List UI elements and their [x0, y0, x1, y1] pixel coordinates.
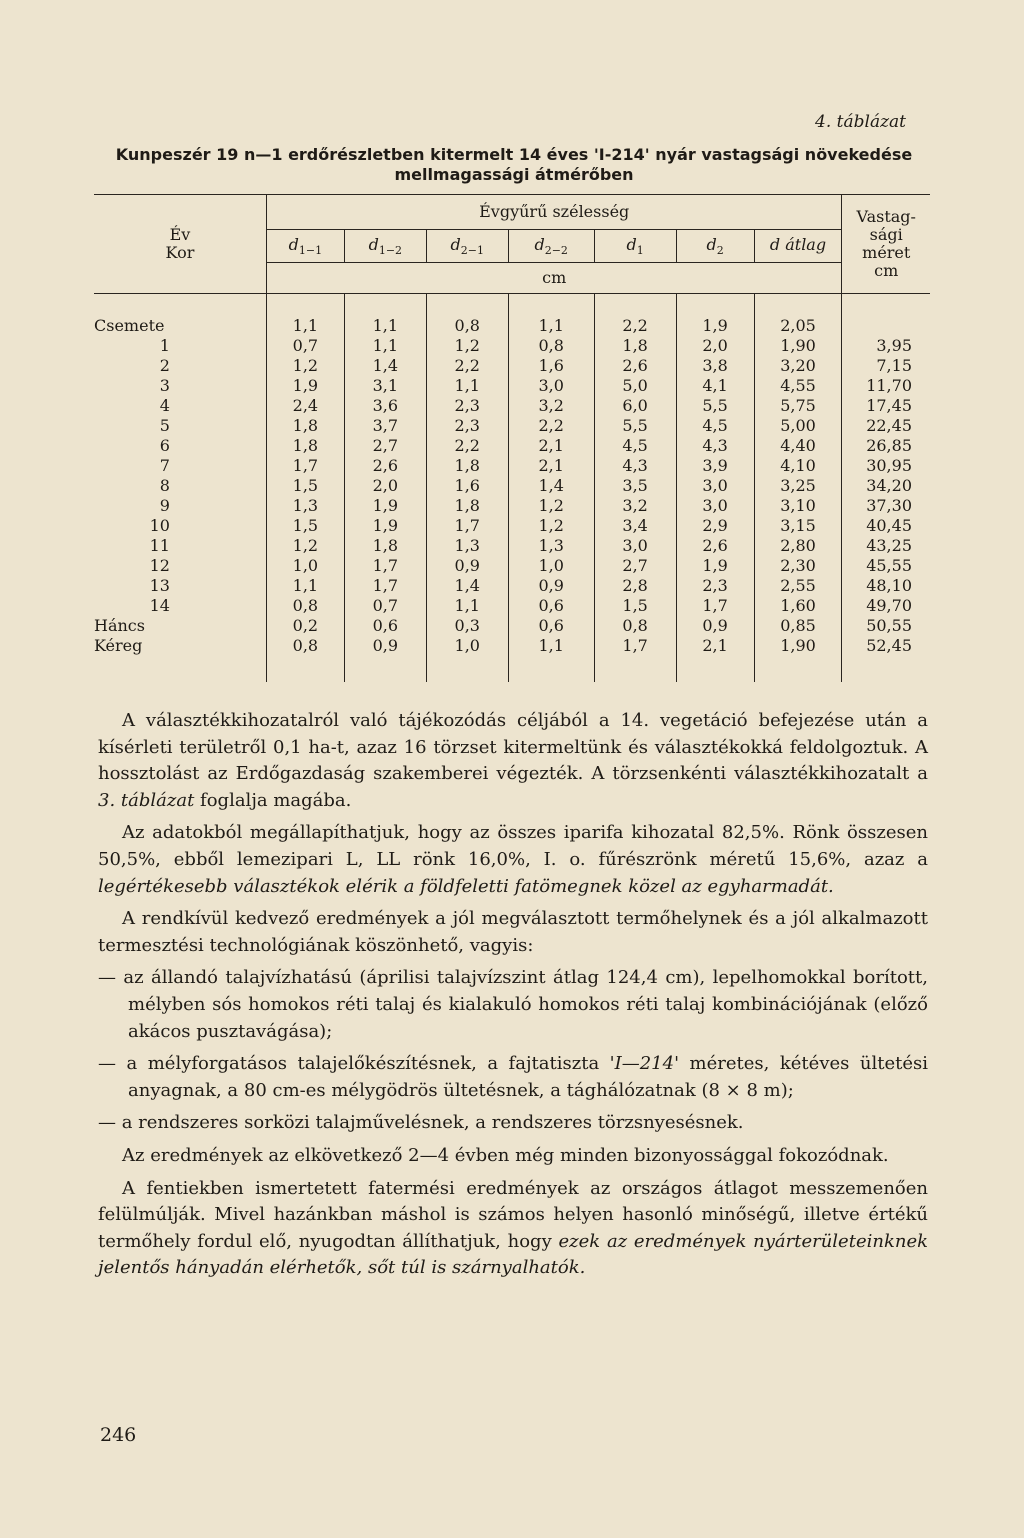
table-number: 4. táblázat: [815, 112, 906, 132]
table-cell: 1,5: [266, 516, 344, 536]
table-cell: 2,9: [676, 516, 754, 536]
table-cell: 1,8: [266, 416, 344, 436]
thickness-header-line4: cm: [874, 261, 899, 280]
table-cell: 4,40: [754, 436, 842, 456]
table-title-line1: Kunpeszér 19 n—1 erdőrészletben kitermelt 14 éves 'I-214' nyár vastagsági növekedése: [115, 145, 913, 164]
table-cell: 2,2: [426, 436, 508, 456]
table-cell: 2,7: [594, 556, 676, 576]
thickness-cell: [842, 294, 930, 336]
table-cell: 5,00: [754, 416, 842, 436]
table-row: [94, 294, 930, 336]
table-cell: 1,8: [594, 336, 676, 356]
table-cell: 3,10: [754, 496, 842, 516]
body-text: [98, 708, 928, 1288]
column-header: [754, 230, 842, 263]
table-cell: 1,9: [266, 376, 344, 396]
table-cell: 1,8: [426, 456, 508, 476]
table-cell: 6,0: [594, 396, 676, 416]
table-cell: 0,8: [594, 616, 676, 636]
column-header: [344, 230, 426, 263]
table-cell: 3,15: [754, 516, 842, 536]
list-item: [98, 965, 928, 1045]
table-cell: 3,4: [594, 516, 676, 536]
text-run: A választékkihozatalról való tájékozódás céljából a 14. vegetáció befejezése után a kísérleti területről 0,1 ha-t, azaz 16 törzset kitermeltünk és választékokká feldolgoztuk. A hossztolást az Erdőgazdaság szakemberei végezték. A törzsenkénti választékkihozatalt a: [98, 710, 928, 785]
row-year: 9: [159, 496, 170, 515]
table-cell: 1,9: [344, 516, 426, 536]
table-cell: 0,8: [266, 596, 344, 616]
table-cell: 3,0: [594, 536, 676, 556]
row-year: 2: [159, 356, 170, 375]
table-cell: 2,4: [266, 396, 344, 416]
table-row: [94, 556, 930, 576]
table-cell: 3,5: [594, 476, 676, 496]
row-year: 10: [149, 516, 170, 535]
table-cell: 1,2: [266, 356, 344, 376]
table-cell: 2,2: [594, 294, 676, 336]
column-header-base: d: [368, 235, 379, 254]
table-title: [96, 145, 932, 185]
table-cell: 0,9: [344, 636, 426, 682]
table-cell: 1,5: [266, 476, 344, 496]
table-cell: 1,4: [508, 476, 594, 496]
paragraph: [98, 708, 928, 814]
row-year: 7: [159, 456, 170, 475]
table-body: [94, 294, 930, 682]
thickness-cell: 26,85: [842, 436, 930, 456]
table-cell: 1,90: [754, 336, 842, 356]
table-cell: 3,0: [508, 376, 594, 396]
column-header: [266, 230, 344, 263]
italic-text: 3. táblázat: [98, 789, 195, 811]
table-row: [94, 436, 930, 456]
table-cell: 0,7: [344, 596, 426, 616]
text-run: — a mélyforgatásos talajelőkészítésnek, a fajtatiszta: [98, 1053, 610, 1075]
table-cell: 0,6: [508, 596, 594, 616]
row-year: 8: [159, 476, 170, 495]
table-cell: 1,6: [508, 356, 594, 376]
table-cell: 0,8: [266, 636, 344, 682]
table-cell: 1,7: [266, 456, 344, 476]
table-cell: 5,75: [754, 396, 842, 416]
table-cell: 3,6: [344, 396, 426, 416]
table-cell: 1,7: [676, 596, 754, 616]
table-cell: 2,8: [594, 576, 676, 596]
column-header-base: d: [706, 235, 717, 254]
list-item: [98, 1110, 928, 1137]
table-cell: 1,8: [344, 536, 426, 556]
table-cell: 2,2: [508, 416, 594, 436]
table-row: [94, 376, 930, 396]
table-cell: 1,6: [426, 476, 508, 496]
thickness-cell: 30,95: [842, 456, 930, 476]
column-header: [426, 230, 508, 263]
table-cell: 0,7: [266, 336, 344, 356]
text-run: A rendkívül kedvező eredmények a jól megválasztott termőhelynek és a jól alkalmazott termesztési technológiának köszönhető, vagyis:: [98, 908, 928, 956]
table-cell: 1,2: [426, 336, 508, 356]
table-cell: 1,9: [344, 496, 426, 516]
table-row: [94, 636, 930, 682]
table-cell: 1,3: [508, 536, 594, 556]
row-year: 5: [159, 416, 170, 435]
table-cell: 2,3: [426, 396, 508, 416]
table-cell: 3,9: [676, 456, 754, 476]
table-cell: 1,8: [426, 496, 508, 516]
column-header-base: d: [288, 235, 299, 254]
column-header-sub: 2: [716, 244, 724, 257]
table-cell: 1,8: [266, 436, 344, 456]
growth-table: [94, 194, 930, 682]
table-cell: 0,9: [676, 616, 754, 636]
row-year: 14: [149, 596, 170, 615]
table-cell: 0,6: [508, 616, 594, 636]
thickness-cell: 50,55: [842, 616, 930, 636]
row-year: Kéreg: [94, 636, 143, 655]
thickness-header-line2: sági: [869, 225, 903, 244]
thickness-header-line3: méret: [862, 243, 911, 262]
year-column-header: [94, 195, 266, 294]
text-run: A fentiekben ismertetett fatermési eredmények az országos átlagot messzemenően felülmúlják. Mivel hazánkban máshol is számos helyen hasonló minőségű, illetve értékű termőhely fordul elő, nyugodtan állíthatjuk, hogy: [98, 1177, 928, 1252]
text-run: — a rendszeres sorközi talajművelésnek, a rendszeres törzsnyesésnek.: [98, 1112, 744, 1134]
paragraph: [98, 820, 928, 900]
text-run: Az eredmények az elkövetkező 2—4 évben még minden bizonyossággal fokozódnak.: [122, 1144, 889, 1166]
table-row: [94, 336, 930, 356]
table-cell: 3,20: [754, 356, 842, 376]
table-cell: 2,6: [676, 536, 754, 556]
text-run: méretes, kétéves ültetési anyagnak, a 80 cm-es mélygödrös ültetésnek, a tághálózatnak (8 × 8 m);: [128, 1053, 928, 1101]
table-cell: 3,1: [344, 376, 426, 396]
table-cell: 2,7: [344, 436, 426, 456]
year-header-line2: Kor: [165, 243, 195, 262]
unit-header: cm: [266, 263, 842, 294]
table-cell: 2,1: [508, 436, 594, 456]
table-cell: 3,25: [754, 476, 842, 496]
table-cell: 2,0: [344, 476, 426, 496]
thickness-cell: 45,55: [842, 556, 930, 576]
table-cell: 2,6: [344, 456, 426, 476]
table-cell: 2,6: [594, 356, 676, 376]
table-cell: 4,1: [676, 376, 754, 396]
table-cell: 3,0: [676, 496, 754, 516]
table-cell: 2,1: [676, 636, 754, 682]
thickness-cell: 52,45: [842, 636, 930, 682]
table-cell: 1,3: [266, 496, 344, 516]
table-row: [94, 616, 930, 636]
row-year: 12: [149, 556, 170, 575]
ring-width-group-header: Évgyűrű szélesség: [266, 195, 842, 230]
table-cell: 1,4: [426, 576, 508, 596]
thickness-cell: 7,15: [842, 356, 930, 376]
table-title-line2: mellmagassági átmérőben: [394, 165, 634, 184]
table-cell: 1,7: [344, 576, 426, 596]
table-cell: 1,0: [426, 636, 508, 682]
table-row: [94, 596, 930, 616]
thickness-cell: 34,20: [842, 476, 930, 496]
table-cell: 5,0: [594, 376, 676, 396]
table-cell: 2,55: [754, 576, 842, 596]
table-cell: 1,5: [594, 596, 676, 616]
column-header-sub: 2−1: [460, 244, 484, 257]
table-cell: 1,2: [266, 536, 344, 556]
table-cell: 4,10: [754, 456, 842, 476]
table-cell: 1,1: [508, 294, 594, 336]
table-cell: 1,7: [426, 516, 508, 536]
table-cell: 4,55: [754, 376, 842, 396]
table-cell: 2,05: [754, 294, 842, 336]
thickness-cell: 11,70: [842, 376, 930, 396]
thickness-cell: 43,25: [842, 536, 930, 556]
table-cell: 1,0: [508, 556, 594, 576]
thickness-cell: 22,45: [842, 416, 930, 436]
table-cell: 2,1: [508, 456, 594, 476]
column-header: [594, 230, 676, 263]
table-cell: 1,0: [266, 556, 344, 576]
row-year: 13: [149, 576, 170, 595]
table-cell: 1,1: [426, 376, 508, 396]
thickness-cell: 37,30: [842, 496, 930, 516]
table-cell: 1,2: [508, 516, 594, 536]
table-cell: 0,85: [754, 616, 842, 636]
table-cell: 0,9: [508, 576, 594, 596]
row-year: 3: [159, 376, 170, 395]
paragraph: [98, 1143, 928, 1170]
column-header-base: d: [626, 235, 637, 254]
table-cell: 1,1: [266, 294, 344, 336]
table-cell: 3,8: [676, 356, 754, 376]
column-header-sub: 1: [636, 244, 644, 257]
table-cell: 1,3: [426, 536, 508, 556]
table-cell: 2,30: [754, 556, 842, 576]
column-header: [676, 230, 754, 263]
italic-text: ezek az eredmények nyárterületeinknek jelentős hányadán elérhetők, sőt túl is szárnyalhatók.: [98, 1230, 929, 1279]
table-cell: 0,9: [426, 556, 508, 576]
table-cell: 3,2: [594, 496, 676, 516]
table-row: [94, 456, 930, 476]
column-header-sub: 1−1: [298, 244, 323, 257]
table-cell: 0,8: [508, 336, 594, 356]
table-cell: 0,2: [266, 616, 344, 636]
table-row: [94, 536, 930, 556]
table-cell: 3,2: [508, 396, 594, 416]
row-year: 1: [159, 336, 170, 355]
thickness-cell: 3,95: [842, 336, 930, 356]
thickness-column-header: [842, 195, 930, 294]
table-cell: 2,80: [754, 536, 842, 556]
row-year: 6: [159, 436, 170, 455]
text-run: foglalja magába.: [194, 789, 352, 811]
table-cell: 5,5: [676, 396, 754, 416]
table-cell: 2,2: [426, 356, 508, 376]
table-cell: 5,5: [594, 416, 676, 436]
table-row: [94, 356, 930, 376]
italic-text: 'I—214': [609, 1053, 680, 1075]
table-cell: 4,3: [594, 456, 676, 476]
column-header-sub: 1−2: [378, 244, 403, 257]
row-year: 11: [149, 536, 170, 555]
table-cell: 1,1: [508, 636, 594, 682]
row-year: 4: [159, 396, 170, 415]
table-row: [94, 476, 930, 496]
table-cell: 2,3: [676, 576, 754, 596]
table-row: [94, 496, 930, 516]
thickness-cell: 48,10: [842, 576, 930, 596]
table-cell: 1,60: [754, 596, 842, 616]
column-header-base: d: [534, 235, 545, 254]
table-row: [94, 416, 930, 436]
table-cell: 1,7: [594, 636, 676, 682]
page-number: 246: [100, 1424, 137, 1446]
table-cell: 2,3: [426, 416, 508, 436]
table-cell: 1,4: [344, 356, 426, 376]
table-cell: 4,3: [676, 436, 754, 456]
table-cell: 4,5: [594, 436, 676, 456]
text-run: Az adatokból megállapíthatjuk, hogy az összes iparifa kihozatal 82,5%. Rönk összesen 50,5%, ebből lemezipari L, LL rönk 16,0%, I. o. fűrészrönk méretű 15,6%, azaz a: [98, 822, 928, 870]
table-row: [94, 516, 930, 536]
column-header-sub: 2−2: [544, 244, 568, 257]
list-item: [98, 1051, 928, 1104]
table-cell: 1,1: [266, 576, 344, 596]
row-year: Háncs: [94, 616, 145, 635]
thickness-cell: 17,45: [842, 396, 930, 416]
column-header-base: d: [450, 235, 461, 254]
table-cell: 1,2: [508, 496, 594, 516]
table-cell: 1,90: [754, 636, 842, 682]
table-cell: 1,9: [676, 556, 754, 576]
table-cell: 1,7: [344, 556, 426, 576]
paragraph: [98, 1176, 928, 1282]
table-cell: 1,1: [344, 336, 426, 356]
year-header-line1: Év: [169, 225, 191, 244]
table-cell: 3,7: [344, 416, 426, 436]
italic-text: legértékesebb választékok elérik a földfeletti fatömegnek közel az egyharmadát.: [98, 875, 834, 897]
table-row: [94, 396, 930, 416]
table-cell: 0,3: [426, 616, 508, 636]
table-cell: 2,0: [676, 336, 754, 356]
paragraph: [98, 906, 928, 959]
table-cell: 1,1: [426, 596, 508, 616]
thickness-header-line1: Vastag-: [856, 207, 916, 226]
row-year: Csemete: [94, 316, 165, 335]
table-row: [94, 576, 930, 596]
table-cell: 4,5: [676, 416, 754, 436]
column-header: [508, 230, 594, 263]
table-cell: 1,9: [676, 294, 754, 336]
table-cell: 3,0: [676, 476, 754, 496]
table-cell: 0,8: [426, 294, 508, 336]
thickness-cell: 40,45: [842, 516, 930, 536]
column-header-base: d átlag: [769, 235, 827, 254]
table-cell: 0,6: [344, 616, 426, 636]
text-run: — az állandó talajvízhatású (áprilisi talajvízszint átlag 124,4 cm), lepelhomokkal borított, mélyben sós homokos réti talaj és kialakuló homokos réti talaj kombinációjának (előző akácos pusztavágása);: [98, 967, 928, 1042]
thickness-cell: 49,70: [842, 596, 930, 616]
table-cell: 1,1: [344, 294, 426, 336]
